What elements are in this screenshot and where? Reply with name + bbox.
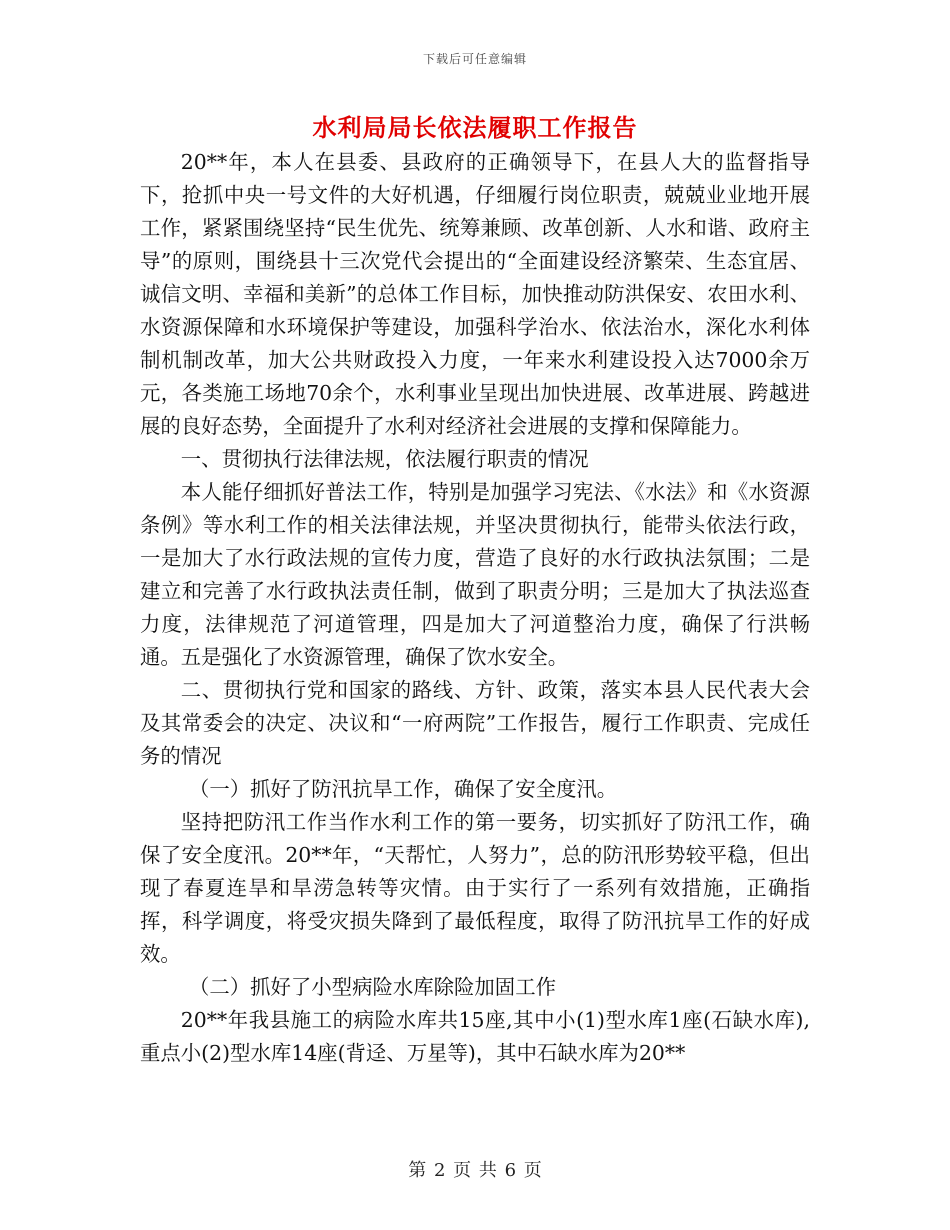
total-pages-number: 6 bbox=[504, 1160, 517, 1181]
footer-suffix: 页 bbox=[523, 1160, 542, 1181]
footer-prefix: 第 bbox=[408, 1160, 427, 1181]
section-1-paragraph: 本人能仔细抓好普法工作，特别是加强学习宪法、《水法》和《水资源条例》等水利工作的相关法律法规，并坚决贯彻执行，能带头依法行政，一是加大了水行政法规的宣传力度，营造了良好的水行政执法氛围；二是建立和完善了水行政执法责任制，做到了职责分明；三是加大了执法巡查力度，法律规范了河道管理，四是加大了河道整治力度，确保了行洪畅通。五是强化了水资源管理，确保了饮水安全。 bbox=[140, 480, 810, 669]
subsection-heading-1: （一）抓好了防汛抗旱工作，确保了安全度汛。 bbox=[188, 777, 618, 801]
intro-paragraph: 20**年，本人在县委、县政府的正确领导下，在县人大的监督指导下，抢抓中央一号文件的大好机遇，仔细履行岗位职责，兢兢业业地开展工作，紧紧围绕坚持“民生优先、统筹兼顾、改革创新、人水和谐、政府主导”的原则，围绕县十三次党代会提出的“全面建设经济繁荣、生态宜居、诚信文明、幸福和美新”的总体工作目标，加快推动防洪保安、农田水利、水资源保障和水环境保护等建设，加强科学治水、依法治水，深化水利体制机制改革，加大公共财政投入力度，一年来水利建设投入达7000余万元，各类施工场地70余个，水利事业呈现出加快进展、改革进展、跨越进展的良好态势，全面提升了水利对经济社会进展的支撑和保障能力。 bbox=[140, 150, 810, 438]
subsection-heading-2: （二）抓好了小型病险水库除险加固工作 bbox=[188, 975, 556, 999]
section-heading-1: 一、贯彻执行法律法规，依法履行职责的情况 bbox=[180, 447, 589, 471]
section-heading-2: 二、贯彻执行党和国家的路线、方针、政策，落实本县人民代表大会及其常委会的决定、决议和“一府两院”工作报告，履行工作职责、完成任务的情况 bbox=[140, 678, 810, 768]
header-note: 下载后可任意编辑 bbox=[422, 52, 527, 66]
current-page-number: 2 bbox=[433, 1160, 446, 1181]
subsection-2-paragraph: 20**年我县施工的病险水库共15座,其中小(1)型水库1座(石缺水库),重点小(2)型水库14座(背迳、万星等)，其中石缺水库为20** bbox=[140, 1008, 810, 1065]
document-title: 水利局局长依法履职工作报告 bbox=[312, 113, 638, 142]
footer-page-word: 页 bbox=[453, 1160, 472, 1181]
document-body bbox=[140, 146, 810, 1070]
footer-total-word: 共 bbox=[478, 1160, 497, 1181]
subsection-1-paragraph: 坚持把防汛工作当作水利工作的第一要务，切实抓好了防汛工作，确保了安全度汛。20**年，“天帮忙，人努力”，总的防汛形势较平稳，但出现了春夏连旱和旱涝急转等灾情。由于实行了一系列有效措施，正确指挥，科学调度，将受灾损失降到了最低程度，取得了防汛抗旱工作的好成效。 bbox=[140, 810, 810, 966]
page-footer bbox=[0, 1156, 950, 1182]
